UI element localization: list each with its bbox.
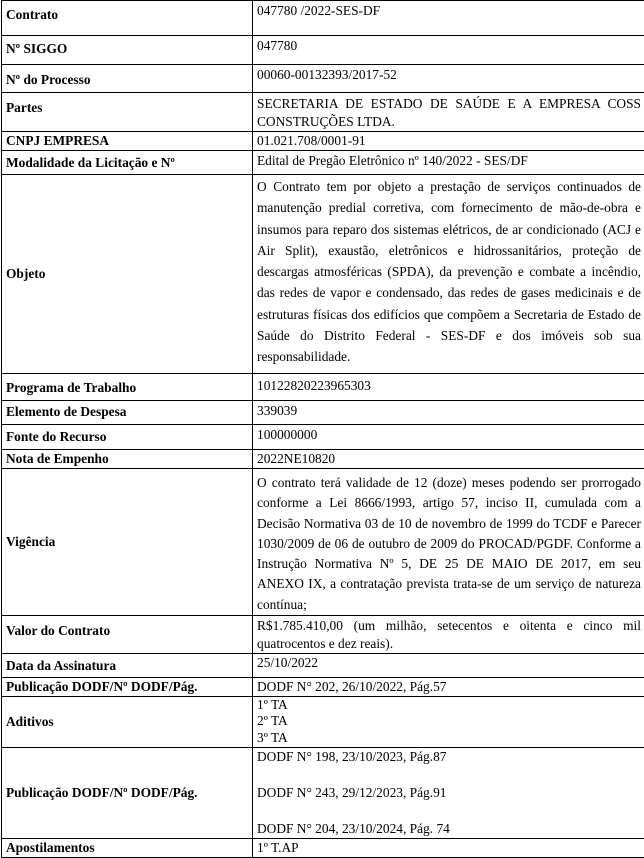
row-elemento: [2, 401, 644, 425]
row-contrato: [2, 1, 644, 36]
label-cell: [2, 654, 253, 678]
elemento-value: 339039: [257, 403, 297, 418]
label-cell: [2, 678, 253, 697]
objeto-value: O Contrato tem por objeto a prestação de serviços continuados de manutenção predial corretiva, com fornecimento de mão-de-obra e insumos para reparo dos sistemas elétricos, de ar condicionado (ACJ e Air Split), exaustão, eletrônicos e hidrossanitários, proteção de descargas atmosféricas (SPDA), da prevenção e combate a incêndio, das redes de vapor e condensado, das redes de gases medicinais e de estruturas físicas dos edifícios que compõem a Secretaria de Estado de Saúde do Distrito Federal - SES-DF e dos imóveis sob sua responsabilidade.: [257, 179, 641, 364]
value-cell: [253, 175, 644, 374]
value-cell: [253, 132, 644, 151]
contract-table: [1, 0, 644, 858]
row-processo: [2, 65, 644, 93]
label-cell: [2, 132, 253, 151]
empenho-value: 2022NE10820: [257, 451, 335, 466]
siggo-value: 047780: [257, 38, 297, 53]
value-cell: [253, 401, 644, 425]
publicacao-label: Publicação DODF/Nº DODF/Pág.: [6, 679, 198, 694]
label-cell: [2, 616, 253, 654]
contrato-value: 047780 /2022-SES-DF: [257, 3, 380, 18]
vigencia-value: O contrato terá validade de 12 (doze) meses podendo ser prorrogado conforme a Lei 8666/1993, artigo 57, inciso II, cumulada com a Decisão Normativa 03 de 10 de novembro de 1999 do TCDF e Parecer 1030/2009 de 06 de outubro de 2009 do PROCAD/PGDF. Conforme a Instrução Normativa Nº 5, DE 25 DE MAIO DE 2017, em seu ANEXO IX, a contratação prevista trata-se de um serviço de natureza contínua;: [257, 475, 641, 612]
row-vigencia: [2, 469, 644, 616]
row-assinatura: [2, 654, 644, 678]
modalidade-value: Edital de Pregão Eletrônico nº 140/2022 - SES/DF: [257, 153, 528, 168]
apostilamentos-label: Apostilamentos: [6, 840, 95, 855]
row-aditivos: [2, 697, 644, 748]
value-cell: [253, 36, 644, 65]
row-publicacao: [2, 678, 644, 697]
label-cell: [2, 65, 253, 93]
value-cell: [253, 678, 644, 697]
label-cell: [2, 748, 253, 839]
value-cell: [253, 697, 644, 748]
label-cell: [2, 374, 253, 401]
publicacao-value: DODF N° 202, 26/10/2022, Pág.57: [257, 679, 446, 694]
fonte-value: 100000000: [257, 427, 317, 442]
aditivo-item: 2º TA: [257, 713, 641, 729]
value-cell: [253, 374, 644, 401]
cnpj-label: CNPJ EMPRESA: [6, 133, 109, 148]
value-cell: [253, 748, 644, 839]
label-cell: [2, 175, 253, 374]
apostilamentos-value: 1º T.AP: [257, 840, 299, 855]
fonte-label: Fonte do Recurso: [6, 429, 106, 444]
contrato-label: Contrato: [6, 7, 58, 22]
publicacao-item: DODF N° 204, 23/10/2024, Pág. 74: [257, 820, 641, 838]
empenho-label: Nota de Empenho: [6, 451, 109, 466]
value-cell: [253, 93, 644, 132]
row-publicacao-aditivos: [2, 748, 644, 839]
row-fonte: [2, 425, 644, 450]
value-cell: [253, 616, 644, 654]
row-cnpj: [2, 132, 644, 151]
value-cell: [253, 425, 644, 450]
label-cell: [2, 450, 253, 469]
valor-label: Valor do Contrato: [6, 623, 110, 638]
partes-label: Partes: [6, 100, 42, 115]
label-cell: [2, 1, 253, 36]
value-cell: [253, 654, 644, 678]
row-partes: [2, 93, 644, 132]
publicacao2-label: Publicação DODF/Nº DODF/Pág.: [6, 785, 198, 800]
publicacao-item: DODF N° 198, 23/10/2023, Pág.87: [257, 748, 641, 766]
row-modalidade: [2, 151, 644, 175]
label-cell: [2, 151, 253, 175]
partes-value: SECRETARIA DE ESTADO DE SAÚDE E A EMPRESA COSS CONSTRUÇÕES LTDA.: [257, 96, 641, 129]
aditivo-item: 3º TA: [257, 730, 641, 746]
elemento-label: Elemento de Despesa: [6, 404, 127, 419]
label-cell: [2, 401, 253, 425]
value-cell: [253, 151, 644, 175]
cnpj-value: 01.021.708/0001-91: [257, 133, 366, 148]
modalidade-label: Modalidade da Licitação e Nº: [6, 155, 175, 170]
publicacao-item: DODF N° 243, 29/12/2023, Pág.91: [257, 784, 641, 802]
value-cell: [253, 65, 644, 93]
row-apostilamentos: [2, 839, 644, 858]
objeto-label: Objeto: [6, 266, 45, 281]
value-cell: [253, 839, 644, 858]
processo-label: Nº do Processo: [6, 72, 91, 87]
value-cell: [253, 1, 644, 36]
assinatura-label: Data da Assinatura: [6, 658, 116, 673]
label-cell: [2, 469, 253, 616]
row-programa: [2, 374, 644, 401]
row-objeto: [2, 175, 644, 374]
vigencia-label: Vigência: [6, 534, 55, 549]
valor-value: R$1.785.410,00 (um milhão, setecentos e oitenta e cinco mil quatrocentos e dez reais).: [257, 618, 641, 651]
programa-label: Programa de Trabalho: [6, 380, 136, 395]
assinatura-value: 25/10/2022: [257, 655, 318, 670]
aditivos-label: Aditivos: [6, 714, 54, 729]
label-cell: [2, 93, 253, 132]
value-cell: [253, 469, 644, 616]
row-valor: [2, 616, 644, 654]
label-cell: [2, 839, 253, 858]
label-cell: [2, 36, 253, 65]
label-cell: [2, 425, 253, 450]
value-cell: [253, 450, 644, 469]
aditivo-item: 1º TA: [257, 697, 641, 713]
label-cell: [2, 697, 253, 748]
row-empenho: [2, 450, 644, 469]
siggo-label: Nº SIGGO: [6, 41, 67, 56]
row-siggo: [2, 36, 644, 65]
programa-value: 10122820223965303: [257, 378, 371, 393]
processo-value: 00060-00132393/2017-52: [257, 67, 397, 82]
